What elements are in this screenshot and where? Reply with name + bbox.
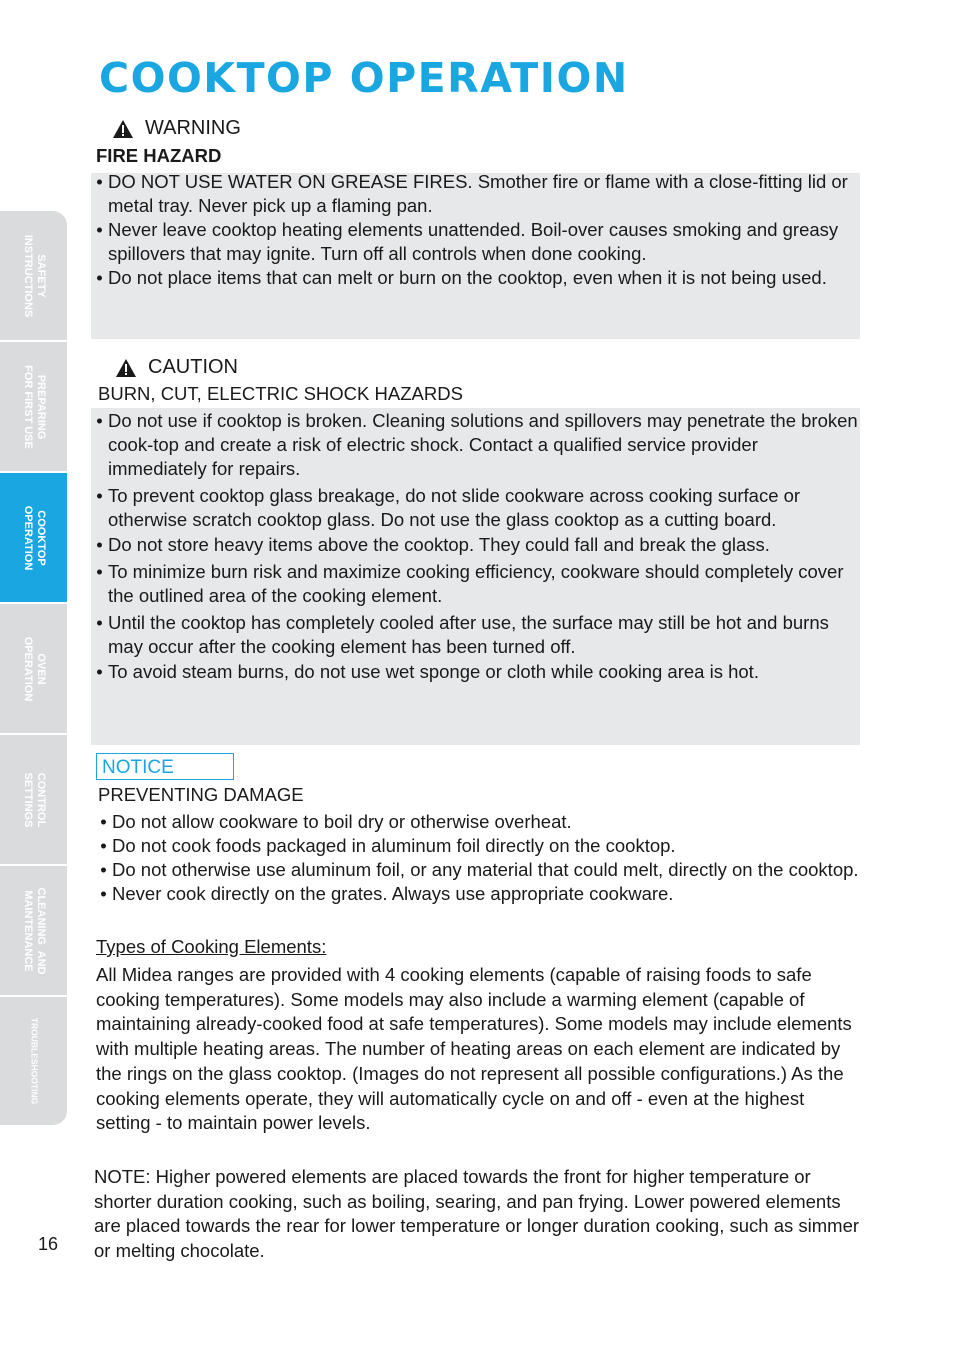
sidebar-tab-preparing[interactable]: PREPARING FOR FIRST USE [0, 342, 67, 473]
list-item: • Do not allow cookware to boil dry or otherwise overheat. [100, 811, 572, 832]
list-item: • Never leave cooktop heating elements unattended. Boil-over causes smoking and greasy spillovers that may ignite. Turn off all controls when done cooking. [96, 219, 839, 264]
list-item: • To minimize burn risk and maximize cooking efficiency, cookware should completely cover the outlined area of the cooking element. [96, 561, 844, 606]
warning-icon [116, 359, 136, 377]
notice-list [95, 810, 860, 906]
list-item: • To prevent cooktop glass breakage, do not slide cookware across cooking surface or otherwise scratch cooktop glass. Do not use the glass cooktop as a cutting board. [96, 485, 801, 530]
caution-header [116, 356, 238, 379]
warning-icon [113, 120, 133, 138]
sidebar-tab-cooktop-operation[interactable]: COOKTOP OPERATION [0, 473, 67, 604]
caution-list [91, 409, 860, 684]
list-item: • Do not place items that can melt or burn on the cooktop, even when it is not being used. [96, 267, 827, 288]
list-item: • Do not otherwise use aluminum foil, or any material that could melt, directly on the cooktop. [100, 859, 859, 880]
notice-label: NOTICE [96, 753, 234, 780]
list-item: • DO NOT USE WATER ON GREASE FIRES. Smother fire or flame with a close-fitting lid or metal tray. Never pick up a flaming pan. [96, 171, 848, 216]
burn-hazard-heading: BURN, CUT, ELECTRIC SHOCK HAZARDS [98, 383, 463, 404]
warning-heading: WARNING [145, 117, 241, 139]
types-heading: Types of Cooking Elements: [96, 936, 327, 957]
page-title: COOKTOP OPERATION [99, 54, 629, 102]
list-item: • Do not use if cooktop is broken. Cleaning solutions and spillovers may penetrate the broken cook-top and create a risk of electric shock. Contact a qualified service provider immediately for repairs. [96, 410, 858, 479]
list-item: • Do not cook foods packaged in aluminum foil directly on the cooktop. [100, 835, 676, 856]
caution-heading: CAUTION [148, 356, 238, 378]
list-item: • To avoid steam burns, do not use wet sponge or cloth while cooking area is hot. [96, 661, 759, 682]
list-item: • Do not store heavy items above the cooktop. They could fall and break the glass. [96, 534, 770, 555]
warning-header [113, 117, 241, 140]
page-number: 16 [38, 1234, 59, 1254]
list-item: • Never cook directly on the grates. Always use appropriate cookware. [100, 883, 674, 904]
sidebar-tab-cleaning[interactable]: CLEANING AND MAINTENANCE [0, 866, 67, 997]
sidebar-tab-troubleshooting[interactable]: TROUBLESHOOTING [0, 997, 67, 1125]
warning-list [91, 170, 860, 290]
preventing-damage-heading: PREVENTING DAMAGE [98, 784, 304, 805]
list-item: • Until the cooktop has completely cooled after use, the surface may still be hot and burns may occur after the cooking element has been turned off. [96, 612, 829, 657]
note-paragraph: NOTE: Higher powered elements are placed towards the front for higher temperature or shorter duration cooking, such as boiling, searing, and pan frying. Lower powered elements are placed towards the rear for lower temperature or longer duration cooking, such as simmer or melting chocolate. [94, 1166, 860, 1262]
section-sidebar [0, 211, 67, 1125]
sidebar-tab-oven-operation[interactable]: OVEN OPERATION [0, 604, 67, 735]
sidebar-tab-control-settings[interactable]: CONTROL SETTINGS [0, 735, 67, 866]
fire-hazard-heading: FIRE HAZARD [96, 145, 222, 166]
sidebar-tab-safety-instructions[interactable]: SAFETY INSTRUCTIONS [0, 211, 67, 342]
types-paragraph: All Midea ranges are provided with 4 cooking elements (capable of raising foods to safe cooking temperatures). Some models may also include a warming element (capable of maintaining already-cooked food at safe temperatures). Some models may include elements with multiple heating areas. The number of heating areas on each element are indicated by the rings on the glass cooktop. (Images do not represent all possible configurations.) As the cooking elements operate, they will automatically cycle on and off - even at the highest setting - to maintain power levels. [96, 964, 852, 1134]
